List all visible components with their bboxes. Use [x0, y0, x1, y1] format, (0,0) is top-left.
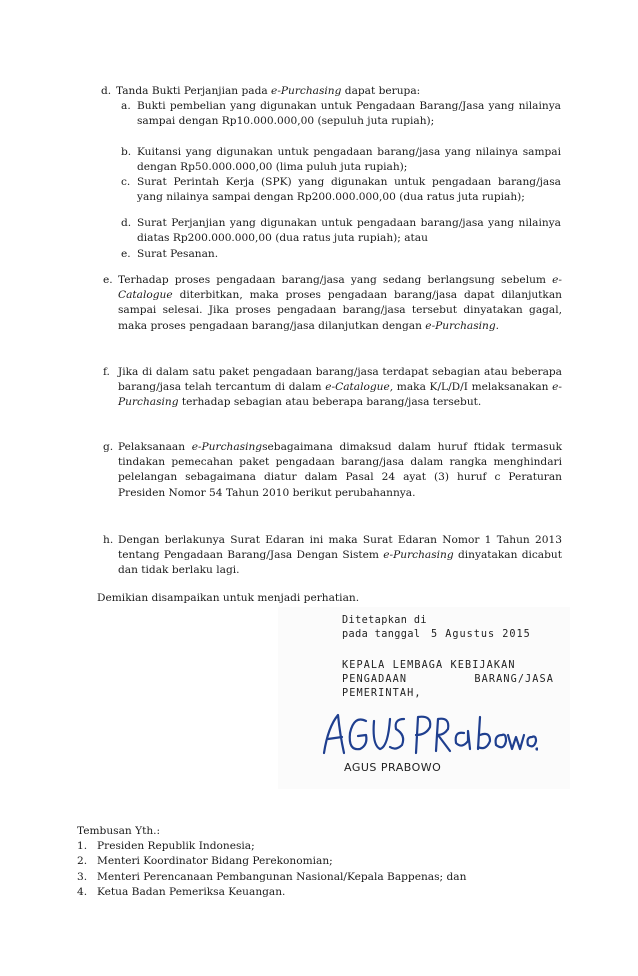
list-item-g: [103, 440, 562, 501]
item-e-text: Terhadap proses pengadaan barang/jasa yang sedang berlangsung sebelum e-Catalogue diterbitkan, maka proses pengadaan barang/jasa dapat dilanjutkan sampai selesai. Jika proses pengadaan barang/jasa tersebut dinyatakan gagal, maka proses pengadaan barang/jasa dilanjutkan dengan e-Purchasing.: [118, 274, 562, 332]
closing-sentence: Demikian disampaikan untuk menjadi perhatian.: [97, 592, 360, 604]
subitem-label: a.: [121, 100, 131, 112]
office-line-3: PEMERINTAH,: [342, 688, 422, 699]
date-value: 5 Agustus 2015: [430, 629, 531, 640]
signature-block: [278, 607, 570, 789]
list-item-e: [103, 273, 562, 334]
list-item-f: [103, 365, 562, 411]
office-line-2: PENGADAAN BARANG/JASA: [342, 674, 554, 685]
subitem-text: Surat Perintah Kerja (SPK) yang digunakan untuk pengadaan barang/jasa yang nilainya sampai dengan Rp200.000.000,00 (dua ratus juta rupiah);: [137, 176, 561, 204]
subitem-text: Surat Perjanjian yang digunakan untuk pengadaan barang/jasa yang nilainya diatas Rp200.000.000,00 (dua ratus juta rupiah); atau: [137, 217, 561, 245]
subitem-d: [121, 216, 561, 246]
tembusan-list: [77, 839, 597, 900]
subitem-label: c.: [121, 176, 131, 188]
subitem-text: Kuitansi yang digunakan untuk pengadaan barang/jasa yang nilainya sampai dengan Rp50.000.000,00 (lima puluh juta rupiah);: [137, 146, 561, 174]
tembusan-title: Tembusan Yth.:: [77, 825, 161, 837]
subitem-label: d.: [121, 217, 132, 229]
item-label: h.: [103, 534, 114, 546]
item-g-text: Pelaksanaan e-Purchasingsebagaimana dimaksud dalam huruf ftidak termasuk tindakan pemecahan paket pengadaan barang/jasa dalam rangka menghindari pelelangan sebagaimana diatur dalam Pasal 24 ayat (3) huruf c Peraturan Presiden Nomor 54 Tahun 2010 berikut perubahannya.: [118, 441, 562, 499]
item-label: f.: [103, 366, 110, 378]
handwritten-signature: [318, 705, 538, 765]
item-label: g.: [103, 441, 114, 453]
list-item: 4. Ketua Badan Pemeriksa Keuangan.: [77, 885, 286, 898]
item-label: e.: [103, 274, 113, 286]
item-h-text: Dengan berlakunya Surat Edaran ini maka Surat Edaran Nomor 1 Tahun 2013 tentang Pengadaan Barang/Jasa Dengan Sistem e-Purchasing dinyatakan dicabut dan tidak berlaku lagi.: [118, 534, 562, 577]
item-label: d.: [101, 85, 112, 97]
subitem-c: [121, 175, 561, 205]
item-f-text: Jika di dalam satu paket pengadaan barang/jasa terdapat sebagian atau beberapa barang/jasa telah tercantum di dalam e-Catalogue, maka K/L/D/I melaksanakan e-Purchasing terhadap sebagian atau beberapa barang/jasa tersebut.: [118, 366, 562, 409]
subitem-b: [121, 145, 561, 175]
subitem-text: Bukti pembelian yang digunakan untuk Pengadaan Barang/Jasa yang nilainya sampai dengan Rp10.000.000,00 (sepuluh juta rupiah);: [137, 100, 561, 128]
tembusan-section: [77, 824, 597, 900]
list-item: 3. Menteri Perencanaan Pembangunan Nasional/Kepala Bappenas; dan: [77, 870, 467, 883]
signature-place: Ditetapkan di: [342, 615, 427, 626]
subitem-label: b.: [121, 146, 132, 158]
list-item-d: [101, 84, 566, 99]
subitem-e: [121, 247, 561, 262]
subitem-text: Surat Pesanan.: [137, 248, 219, 260]
signatory-name: AGUS PRABOWO: [344, 761, 442, 774]
subitem-label: e.: [121, 248, 131, 260]
date-label: pada tanggal: [342, 629, 421, 640]
subitem-a: [121, 99, 561, 129]
list-item-h: [103, 533, 562, 579]
list-item: 2. Menteri Koordinator Bidang Perekonomian;: [77, 855, 333, 868]
item-d-intro: Tanda Bukti Perjanjian pada e-Purchasing dapat berupa:: [116, 85, 421, 97]
signature-date-line: [342, 628, 531, 642]
office-line-1: KEPALA LEMBAGA KEBIJAKAN: [342, 660, 516, 671]
list-item: 1. Presiden Republik Indonesia;: [77, 840, 255, 853]
